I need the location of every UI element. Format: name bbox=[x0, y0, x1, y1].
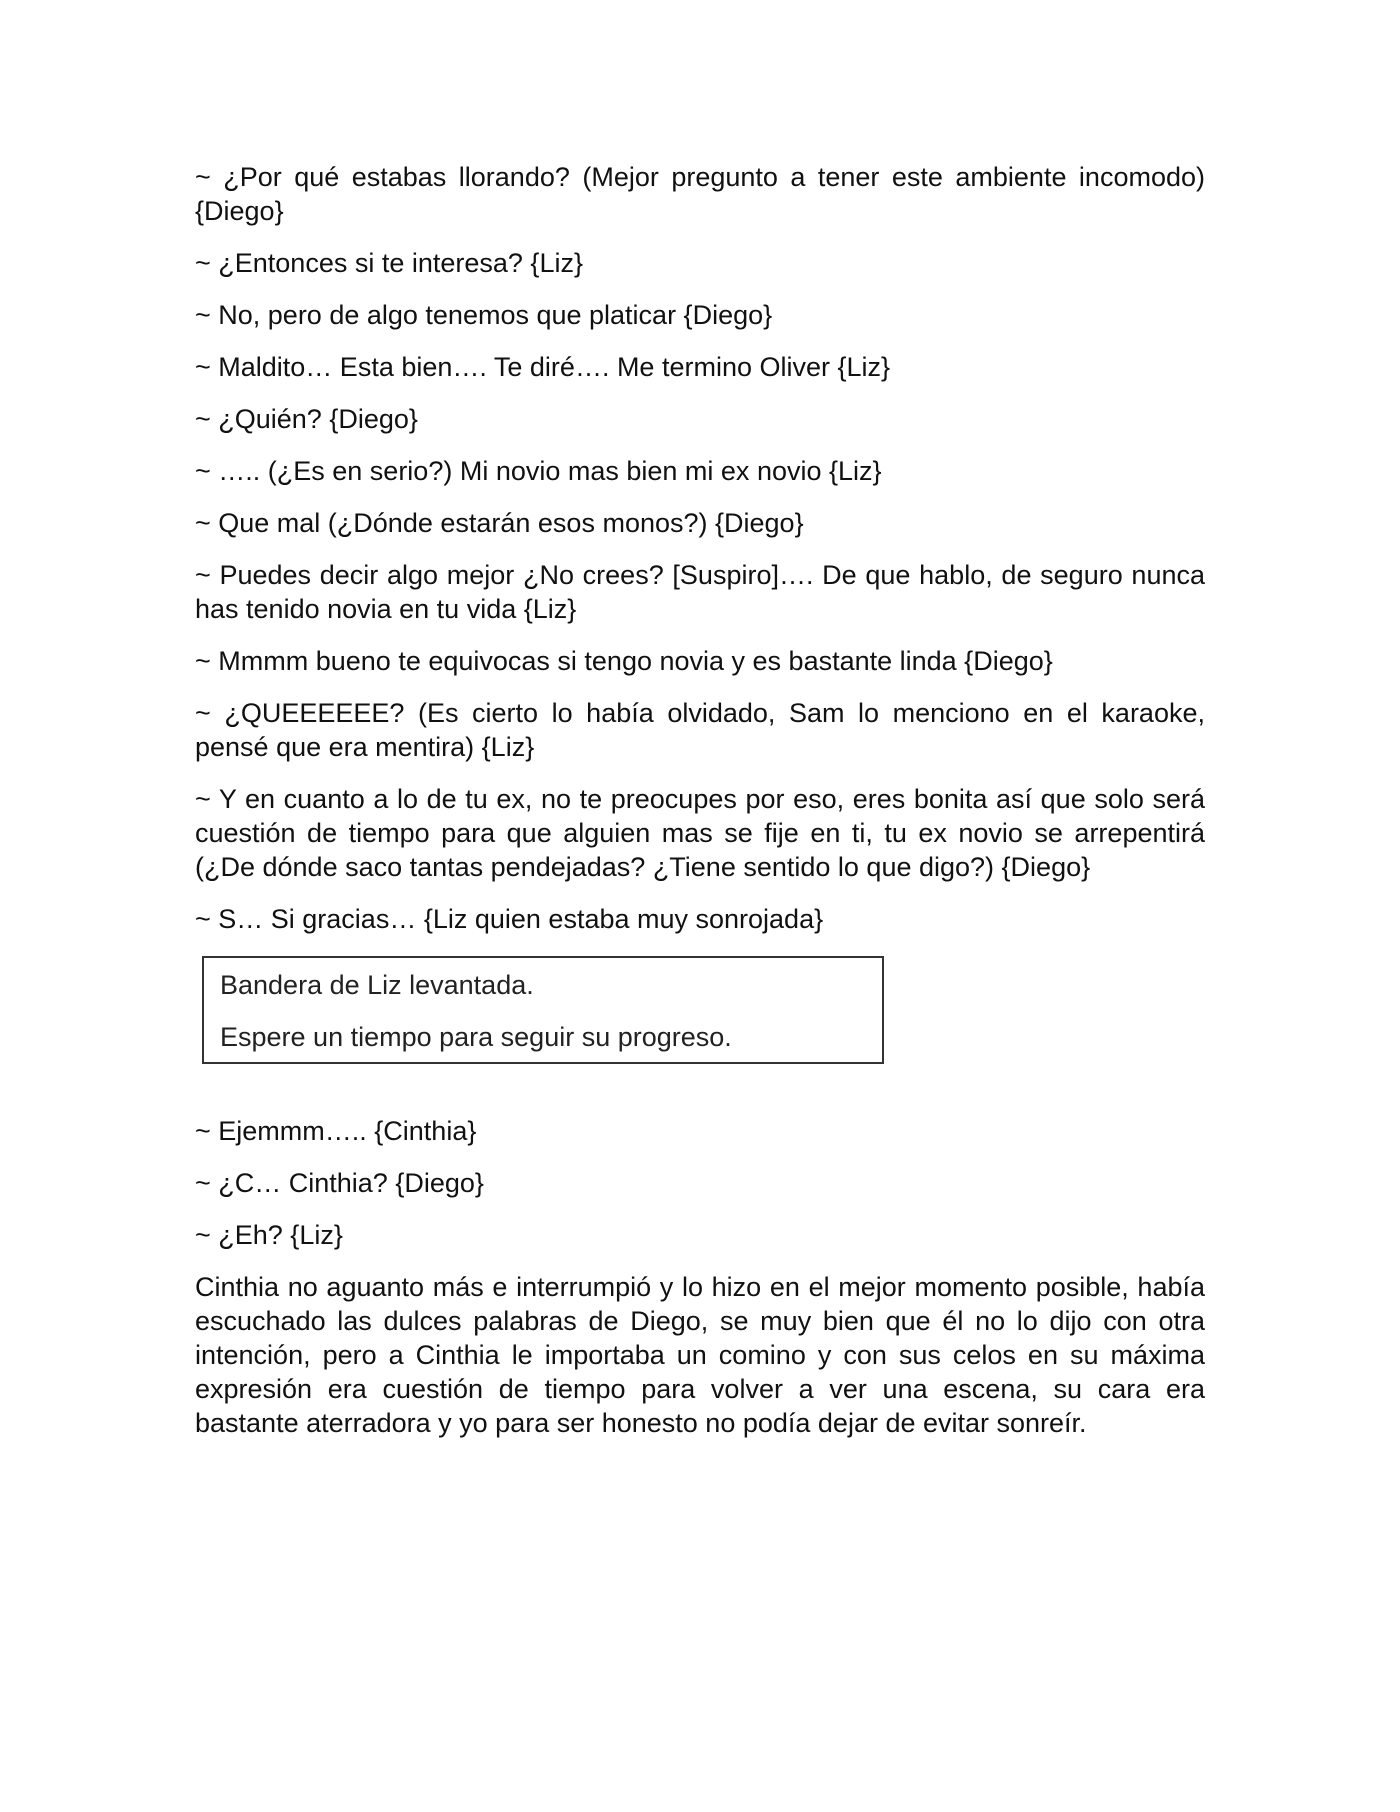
narrative-paragraph: Cinthia no aguanto más e interrumpió y lo hizo en el mejor momento posible, había escuchado las dulces palabras de Diego, se muy bien que él no lo dijo con otra intención, pero a Cinthia le importaba un comino y con sus celos en su máxima expresión era cuestión de tiempo para volver a ver una escena, su cara era bastante aterradora y yo para ser honesto no podía dejar de evitar sonreír. bbox=[195, 1272, 1205, 1438]
dialogue-block-before bbox=[195, 160, 1205, 936]
dialogue-line: ~ ¿Eh? {Liz} bbox=[195, 1220, 343, 1250]
dialogue-line: ~ ¿Entonces si te interesa? {Liz} bbox=[195, 248, 583, 278]
page-content bbox=[195, 160, 1205, 1458]
dialogue-line: ~ Que mal (¿Dónde estarán esos monos?) {Diego} bbox=[195, 508, 804, 538]
dialogue-line: ~ Puedes decir algo mejor ¿No crees? [Suspiro]…. De que hablo, de seguro nunca has tenido novia en tu vida {Liz} bbox=[195, 560, 1205, 624]
dialogue-line: ~ Mmmm bueno te equivocas si tengo novia y es bastante linda {Diego} bbox=[195, 646, 1053, 676]
dialogue-line: ~ ¿Quién? {Diego} bbox=[195, 404, 418, 434]
dialogue-line: ~ ¿QUEEEEEE? (Es cierto lo había olvidado, Sam lo menciono en el karaoke, pensé que era mentira) {Liz} bbox=[195, 698, 1205, 762]
dialogue-line: ~ Maldito… Esta bien…. Te diré…. Me termino Oliver {Liz} bbox=[195, 352, 891, 382]
dialogue-line: ~ ¿C… Cinthia? {Diego} bbox=[195, 1168, 484, 1198]
system-notice-box bbox=[202, 956, 884, 1064]
dialogue-line: ~ S… Si gracias… {Liz quien estaba muy sonrojada} bbox=[195, 904, 824, 934]
dialogue-line: ~ ¿Por qué estabas llorando? (Mejor pregunto a tener este ambiente incomodo) {Diego} bbox=[195, 162, 1205, 226]
dialogue-line: ~ Ejemmm….. {Cinthia} bbox=[195, 1116, 477, 1146]
dialogue-line: ~ Y en cuanto a lo de tu ex, no te preocupes por eso, eres bonita así que solo será cuestión de tiempo para que alguien mas se fije en ti, tu ex novio se arrepentirá (¿De dónde saco tantas pendejadas? ¿Tiene sentido lo que digo?) {Diego} bbox=[195, 784, 1205, 882]
dialogue-block-after bbox=[195, 1114, 1205, 1252]
narrative-block bbox=[195, 1270, 1205, 1440]
notice-line-flag: Bandera de Liz levantada. bbox=[220, 970, 534, 1000]
dialogue-line: ~ ….. (¿Es en serio?) Mi novio mas bien mi ex novio {Liz} bbox=[195, 456, 882, 486]
notice-line-progress: Espere un tiempo para seguir su progreso. bbox=[220, 1022, 732, 1052]
dialogue-line: ~ No, pero de algo tenemos que platicar {Diego} bbox=[195, 300, 773, 330]
